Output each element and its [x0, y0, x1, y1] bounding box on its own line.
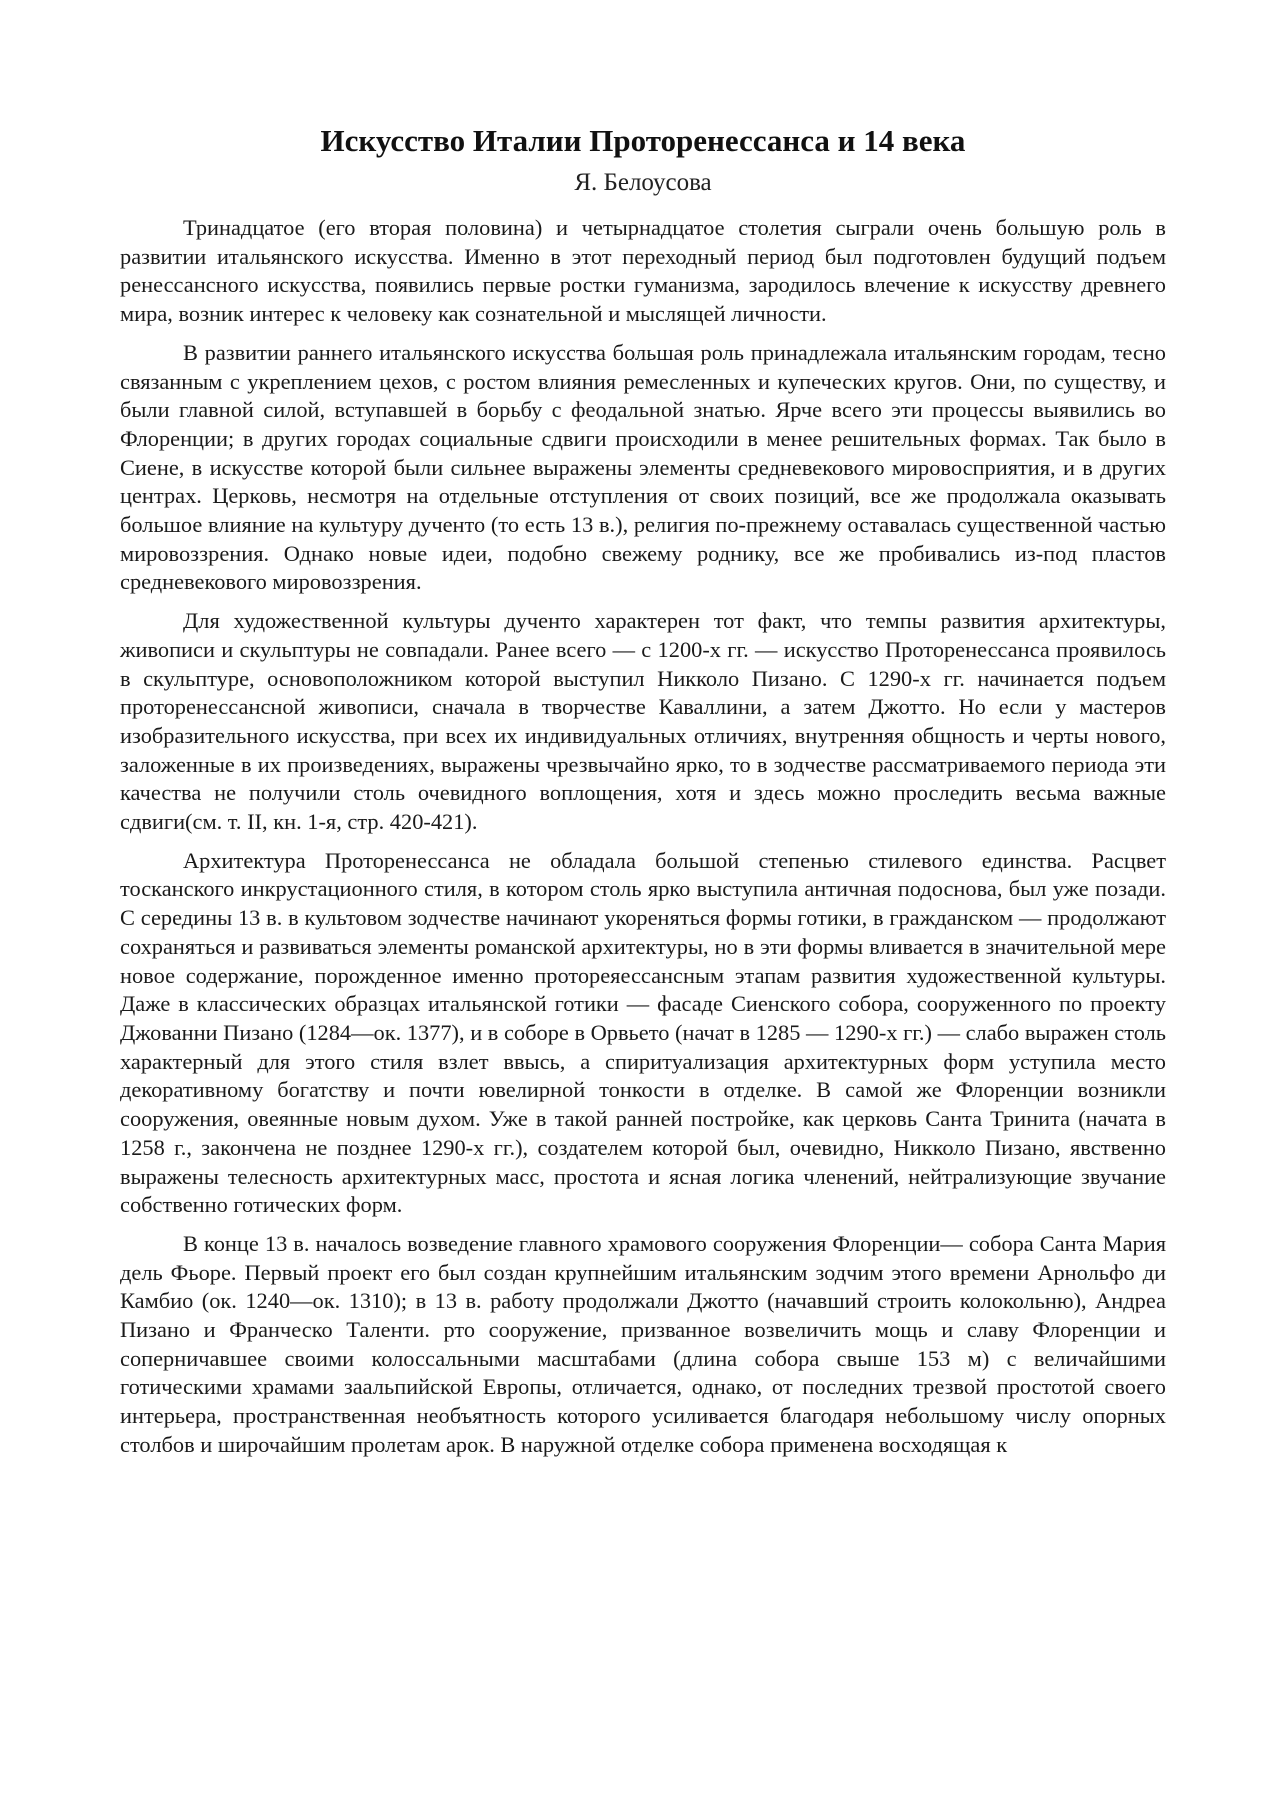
document-body — [120, 120, 1166, 1470]
author-name: Я. Белоусова — [574, 169, 712, 196]
paragraph: Для художественной культуры дученто характерен тот факт, что темпы развития архитектуры, живописи и скульптуры не совпадали. Ранее всего — с 1200-х гг. — искусство Проторенессанса проявилось в скульптуре, основоположником которой выступил Никколо Пизано. С 1290-х гг. начинается подъем проторенессансной живописи, сначала в творчестве Каваллини, а затем Джотто. Но если у мастеров изобразительного искусства, при всех их индивидуальных отличиях, внутренняя общность и черты нового, заложенные в их произведениях, выражены чрезвычайно ярко, то в зодчестве рассматриваемого периода эти качества не получили столь очевидного воплощения, хотя и здесь можно проследить весьма важные сдвиги(см. т. II, кн. 1-я, стр. 420-421). — [120, 608, 1166, 835]
paragraph: В конце 13 в. началось возведение главного храмового сооружения Флоренции— собора Санта Мария дель Фьоре. Первый проект его был создан крупнейшим итальянским зодчим этого времени Арнольфо ди Камбио (ок. 1240—ок. 1310); в 13 в. работу продолжали Джотто (начавший строить колокольню), Андреа Пизано и Франческо Таленти. рто сооружение, призванное возвеличить мощь и славу Флоренции и соперничавшее своими колоссальными масштабами (длина собора свыше 153 м) с величайшими готическими храмами заальпийской Европы, отличается, однако, от последних трезвой простотой своего интерьера, пространственная необъятность которого усиливается благодаря небольшому числу опорных столбов и широчайшим пролетам арок. В наружной отделке собора применена восходящая к — [120, 1230, 1166, 1457]
document-title: Искусство Италии Проторенессанса и 14 века — [320, 123, 966, 158]
paragraph: В развитии раннего итальянского искусства большая роль принадлежала итальянским городам, тесно связанным с укреплением цехов, с ростом влияния ремесленных и купеческих кругов. Они, по существу, и были главной силой, вступавшей в борьбу с феодальной знатью. Ярче всего эти процессы выявились во Флоренции; в других городах социальные сдвиги происходили в менее решительных формах. Так было в Сиене, в искусстве которой были сильнее выражены элементы средневекового мировосприятия, и в других центрах. Церковь, несмотря на отдельные отступления от своих позиций, все же продолжала оказывать большое влияние на культуру дученто (то есть 13 в.), религия по-прежнему оставалась существенной частью мировоззрения. Однако новые идеи, подобно свежему роднику, все же пробивались из-под пластов средневекового мировоззрения. — [120, 339, 1166, 595]
paragraph: Архитектура Проторенессанса не обладала большой степенью стилевого единства. Расцвет тосканского инкрустационного стиля, в котором столь ярко выступила античная подоснова, был уже позади. С середины 13 в. в культовом зодчестве начинают укореняться формы готики, в гражданском — продолжают сохраняться и развиваться элементы романской архитектуры, но в эти формы вливается в значительной мере новое содержание, порожденное именно протореяессансным этапам развития художественной культуры. Даже в классических образцах итальянской готики — фасаде Сиенского собора, сооруженного по проекту Джованни Пизано (1284—ок. 1377), и в соборе в Орвьето (начат в 1285 — 1290-х гг.) — слабо выражен столь характерный для этого стиля взлет ввысь, а спиритуализация архитектурных форм уступила место декоративному богатству и почти ювелирной тонкости в отделке. В самой же Флоренции возникли сооружения, овеянные новым духом. Уже в такой ранней постройке, как церковь Санта Тринита (начата в 1258 г., закончена не позднее 1290-х гг.), создателем которой был, очевидно, Никколо Пизано, явственно выражены телесность архитектурных масс, простота и ясная логика членений, нейтрализующие звучание собственно готических форм. — [120, 847, 1166, 1218]
paragraph: Тринадцатое (его вторая половина) и четырнадцатое столетия сыграли очень большую роль в развитии итальянского искусства. Именно в этот переходный период был подготовлен будущий подъем ренессансного искусства, появились первые ростки гуманизма, зародилось влечение к искусству древнего мира, возник интерес к человеку как сознательной и мыслящей личности. — [120, 215, 1166, 327]
